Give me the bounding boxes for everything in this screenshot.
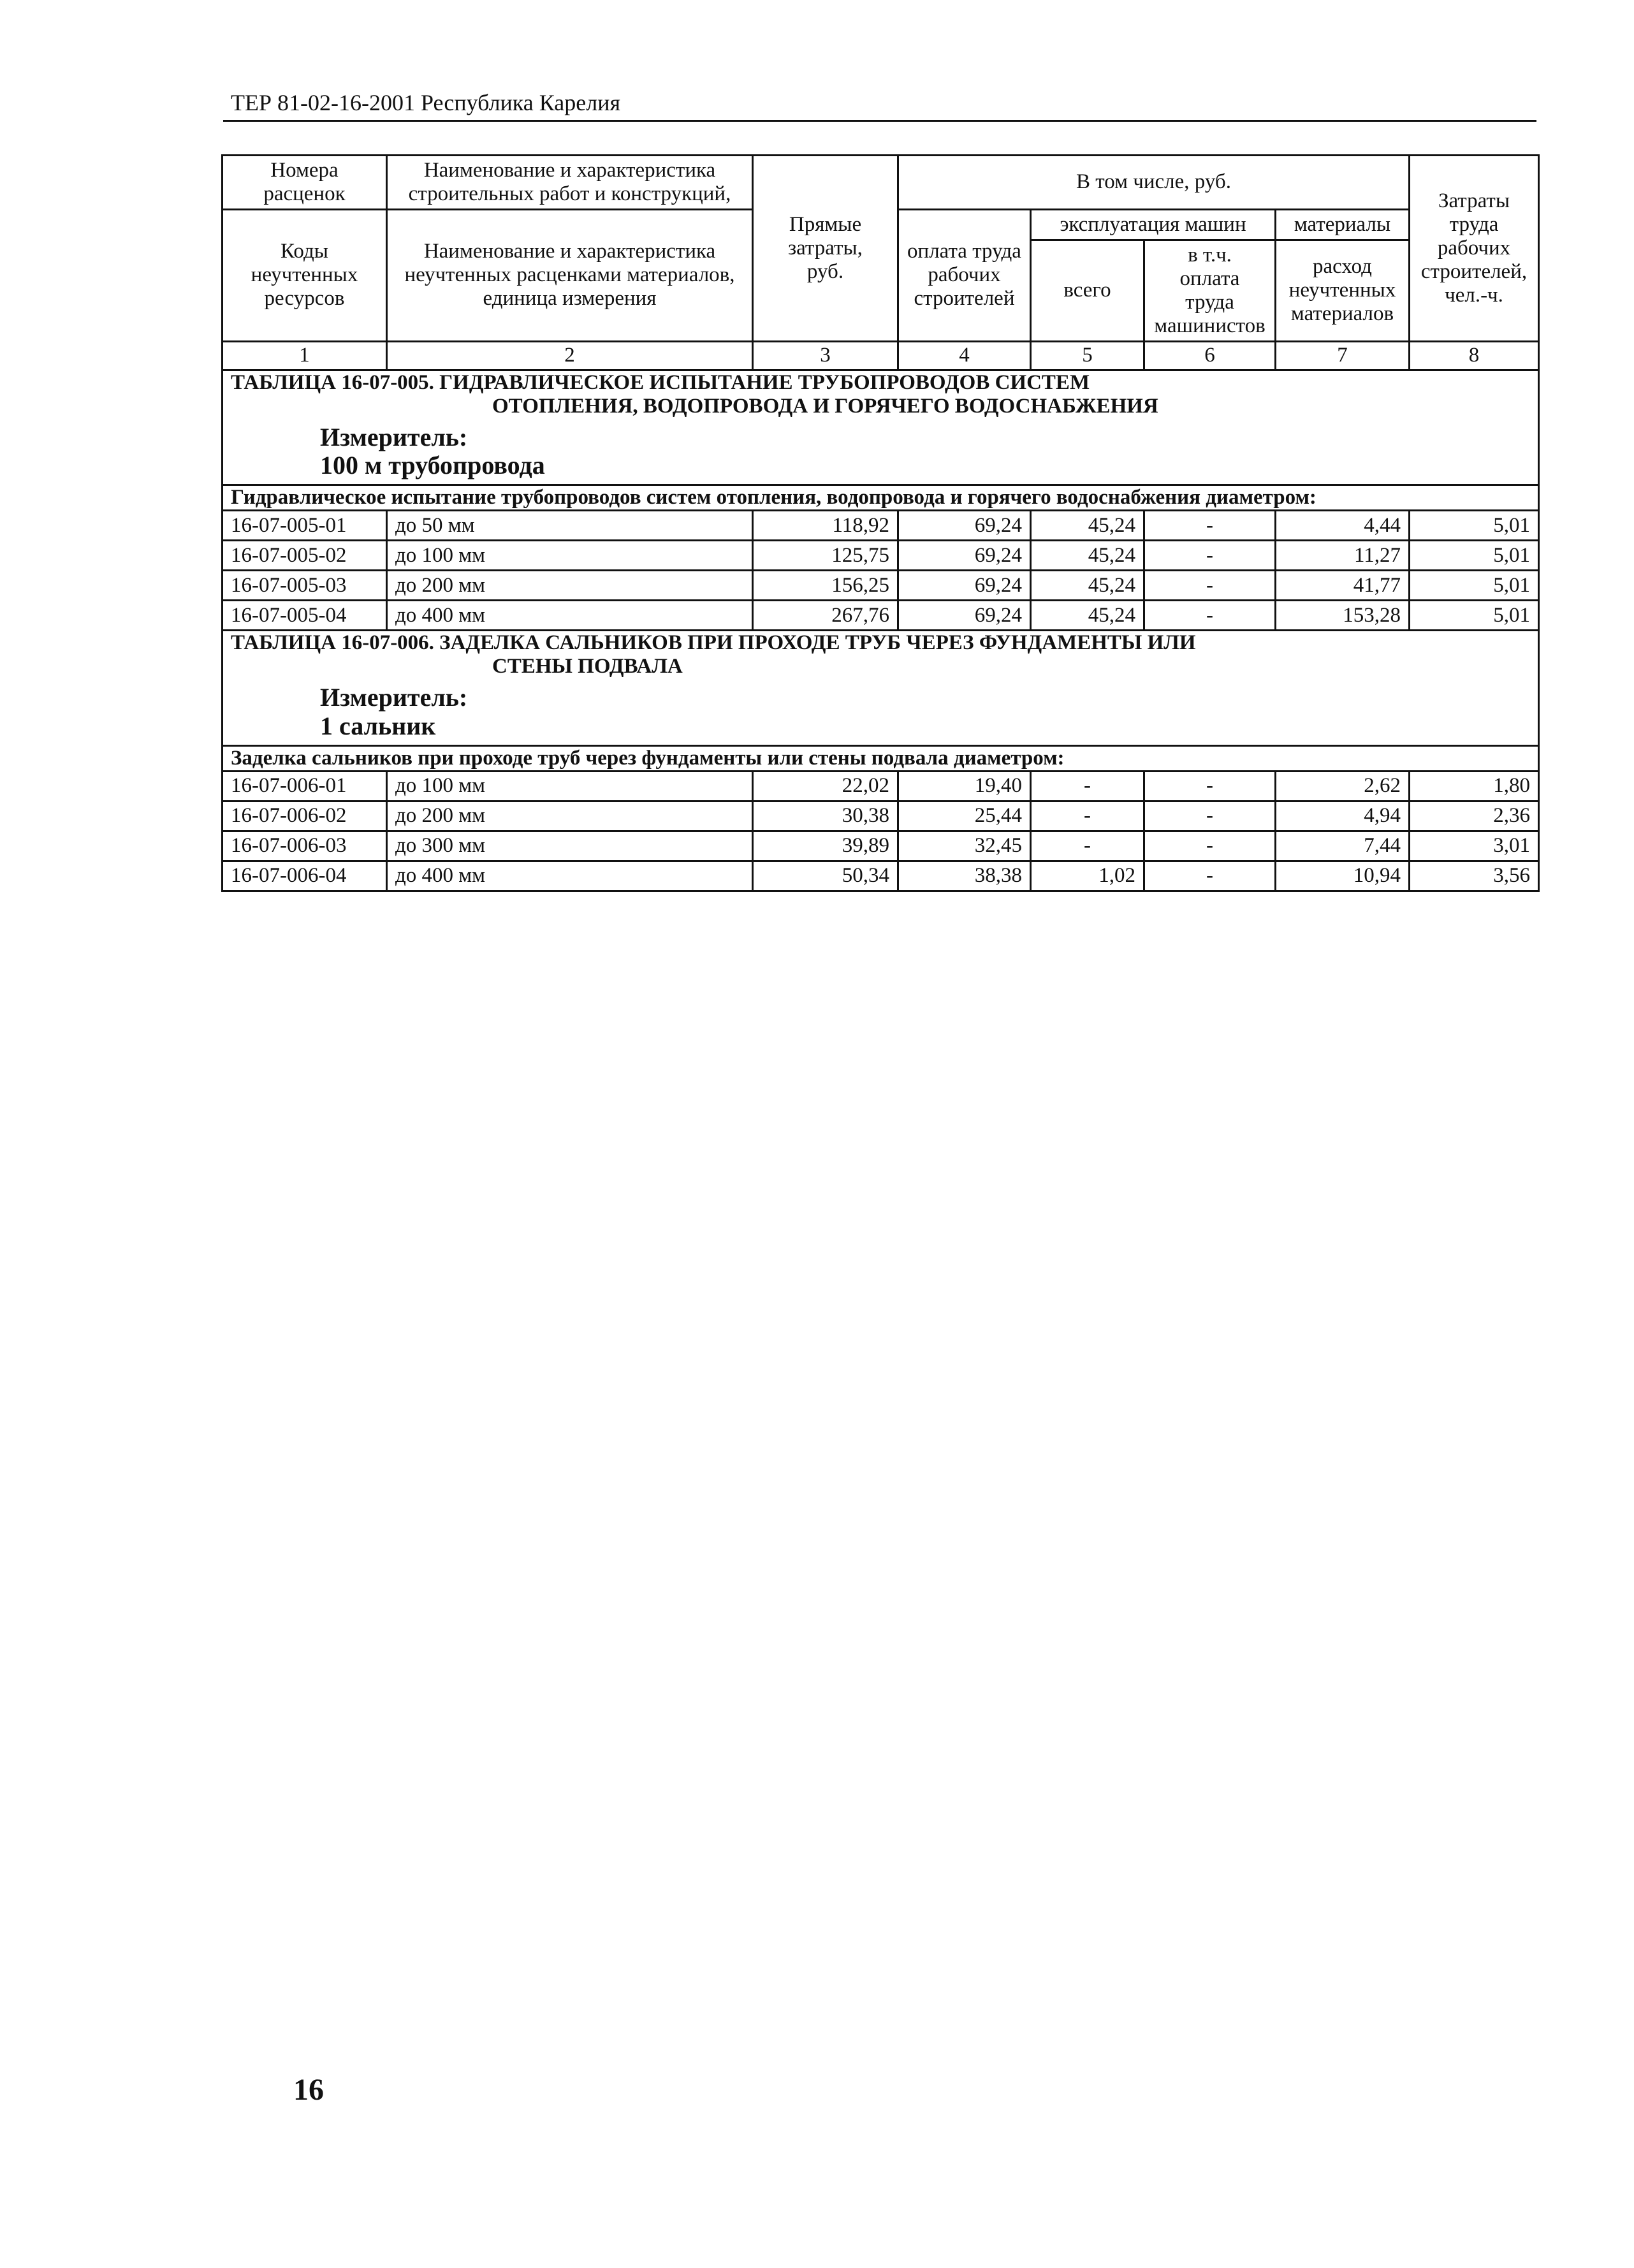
cell-mach: 45,24 bbox=[1031, 571, 1144, 601]
table-row bbox=[222, 861, 1539, 891]
cell-mach: 45,24 bbox=[1031, 511, 1144, 541]
col2-top-header: Наименование и характеристика строительных работ и конструкций, bbox=[387, 156, 753, 210]
col5-header: всего bbox=[1031, 240, 1144, 341]
section-title bbox=[222, 370, 1539, 485]
col2-bottom-header: Наименование и характеристика неучтенных расценками материалов, единица измерения bbox=[387, 209, 753, 341]
table-row bbox=[222, 511, 1539, 541]
section-subtitle: Заделка сальников при проходе труб через фундаменты или стены подвала диаметром: bbox=[222, 745, 1539, 771]
cell-code: 16-07-005-04 bbox=[222, 601, 387, 631]
measure-label: Измеритель: bbox=[320, 683, 468, 712]
cell-name: до 50 мм bbox=[387, 511, 753, 541]
measure-value: 100 м трубопровода bbox=[320, 451, 545, 480]
col8-header: Затраты труда рабочих строителей, чел.-ч. bbox=[1410, 156, 1539, 342]
col7-header: расход неучтенных материалов bbox=[1276, 240, 1410, 341]
cell-name: до 400 мм bbox=[387, 601, 753, 631]
column-number: 5 bbox=[1031, 341, 1144, 370]
cell-labor: 69,24 bbox=[898, 571, 1031, 601]
cell-mat: 7,44 bbox=[1276, 831, 1410, 861]
column-number: 1 bbox=[222, 341, 387, 370]
cell-labor: 38,38 bbox=[898, 861, 1031, 891]
cell-hours: 5,01 bbox=[1410, 571, 1539, 601]
cell-mach-labor: - bbox=[1144, 861, 1276, 891]
section-title-line: ТАБЛИЦА 16-07-005. ГИДРАВЛИЧЕСКОЕ ИСПЫТАНИЕ ТРУБОПРОВОДОВ СИСТЕМ bbox=[231, 370, 1090, 394]
table-row bbox=[222, 831, 1539, 861]
cell-mach-labor: - bbox=[1144, 831, 1276, 861]
cell-name: до 300 мм bbox=[387, 831, 753, 861]
cell-name: до 400 мм bbox=[387, 861, 753, 891]
cell-direct: 118,92 bbox=[753, 511, 898, 541]
cell-name: до 200 мм bbox=[387, 801, 753, 831]
cell-mat: 10,94 bbox=[1276, 861, 1410, 891]
section-title-line: СТЕНЫ ПОДВАЛА bbox=[492, 655, 683, 678]
section-title-row bbox=[222, 631, 1539, 746]
cell-mat: 153,28 bbox=[1276, 601, 1410, 631]
column-number: 7 bbox=[1276, 341, 1410, 370]
cell-mach-labor: - bbox=[1144, 571, 1276, 601]
cell-mach: - bbox=[1031, 801, 1144, 831]
page-number: 16 bbox=[293, 2073, 324, 2107]
cell-code: 16-07-005-03 bbox=[222, 571, 387, 601]
section-title-line: ТАБЛИЦА 16-07-006. ЗАДЕЛКА САЛЬНИКОВ ПРИ ПРОХОДЕ ТРУБ ЧЕРЕЗ ФУНДАМЕНТЫ ИЛИ bbox=[231, 631, 1196, 655]
cell-mach-labor: - bbox=[1144, 601, 1276, 631]
cell-mach-labor: - bbox=[1144, 801, 1276, 831]
cell-direct: 156,25 bbox=[753, 571, 898, 601]
cell-hours: 5,01 bbox=[1410, 511, 1539, 541]
cell-mach-labor: - bbox=[1144, 771, 1276, 801]
cell-direct: 125,75 bbox=[753, 541, 898, 571]
cell-code: 16-07-006-04 bbox=[222, 861, 387, 891]
cell-direct: 267,76 bbox=[753, 601, 898, 631]
cell-hours: 3,01 bbox=[1410, 831, 1539, 861]
cell-labor: 69,24 bbox=[898, 601, 1031, 631]
section-subtitle: Гидравлическое испытание трубопроводов систем отопления, водопровода и горячего водоснабжения диаметром: bbox=[222, 485, 1539, 511]
section-title-line: ОТОПЛЕНИЯ, ВОДОПРОВОДА И ГОРЯЧЕГО ВОДОСНАБЖЕНИЯ bbox=[492, 394, 1158, 418]
cell-mach-labor: - bbox=[1144, 511, 1276, 541]
col6-header: в т.ч. оплата труда машинистов bbox=[1144, 240, 1276, 341]
cell-mat: 2,62 bbox=[1276, 771, 1410, 801]
column-number: 4 bbox=[898, 341, 1031, 370]
subtitle-row bbox=[222, 485, 1539, 511]
cell-code: 16-07-006-01 bbox=[222, 771, 387, 801]
table-row bbox=[222, 541, 1539, 571]
measure-line bbox=[231, 678, 1530, 745]
cell-hours: 3,56 bbox=[1410, 861, 1539, 891]
cell-direct: 30,38 bbox=[753, 801, 898, 831]
col1-bottom-header: Коды неучтенных ресурсов bbox=[222, 209, 387, 341]
cell-code: 16-07-006-02 bbox=[222, 801, 387, 831]
cell-mat: 4,94 bbox=[1276, 801, 1410, 831]
cell-labor: 25,44 bbox=[898, 801, 1031, 831]
cell-name: до 100 мм bbox=[387, 541, 753, 571]
cell-mach: - bbox=[1031, 771, 1144, 801]
col1-top-header: Номера расценок bbox=[222, 156, 387, 210]
table-row bbox=[222, 771, 1539, 801]
table-row bbox=[222, 801, 1539, 831]
machines-header: эксплуатация машин bbox=[1031, 209, 1276, 240]
cell-code: 16-07-006-03 bbox=[222, 831, 387, 861]
cell-mat: 4,44 bbox=[1276, 511, 1410, 541]
table-row bbox=[222, 601, 1539, 631]
col4-header: оплата труда рабочих строителей bbox=[898, 209, 1031, 341]
column-number: 8 bbox=[1410, 341, 1539, 370]
group-header: В том числе, руб. bbox=[898, 156, 1410, 210]
cell-mach: - bbox=[1031, 831, 1144, 861]
cell-code: 16-07-005-01 bbox=[222, 511, 387, 541]
cell-hours: 1,80 bbox=[1410, 771, 1539, 801]
measure-value: 1 сальник bbox=[320, 711, 436, 740]
cell-mach-labor: - bbox=[1144, 541, 1276, 571]
section-title bbox=[222, 631, 1539, 746]
cell-labor: 19,40 bbox=[898, 771, 1031, 801]
cell-hours: 5,01 bbox=[1410, 541, 1539, 571]
cell-mat: 11,27 bbox=[1276, 541, 1410, 571]
cell-hours: 5,01 bbox=[1410, 601, 1539, 631]
header-rule bbox=[223, 120, 1536, 122]
cell-mach: 1,02 bbox=[1031, 861, 1144, 891]
table-row bbox=[222, 571, 1539, 601]
materials-header: материалы bbox=[1276, 209, 1410, 240]
price-table bbox=[221, 154, 1540, 892]
cell-mat: 41,77 bbox=[1276, 571, 1410, 601]
cell-labor: 32,45 bbox=[898, 831, 1031, 861]
column-number: 6 bbox=[1144, 341, 1276, 370]
col3-header: Прямые затраты, руб. bbox=[753, 156, 898, 342]
cell-labor: 69,24 bbox=[898, 541, 1031, 571]
cell-mach: 45,24 bbox=[1031, 541, 1144, 571]
cell-direct: 50,34 bbox=[753, 861, 898, 891]
section-title-row bbox=[222, 370, 1539, 485]
cell-labor: 69,24 bbox=[898, 511, 1031, 541]
cell-name: до 100 мм bbox=[387, 771, 753, 801]
cell-name: до 200 мм bbox=[387, 571, 753, 601]
column-numbers-row bbox=[222, 341, 1539, 370]
measure-label: Измеритель: bbox=[320, 422, 468, 451]
document-header: ТЕР 81-02-16-2001 Республика Карелия bbox=[231, 90, 621, 115]
cell-mach: 45,24 bbox=[1031, 601, 1144, 631]
column-number: 3 bbox=[753, 341, 898, 370]
cell-code: 16-07-005-02 bbox=[222, 541, 387, 571]
cell-hours: 2,36 bbox=[1410, 801, 1539, 831]
cell-direct: 39,89 bbox=[753, 831, 898, 861]
measure-line bbox=[231, 418, 1530, 485]
cell-direct: 22,02 bbox=[753, 771, 898, 801]
column-number: 2 bbox=[387, 341, 753, 370]
subtitle-row bbox=[222, 745, 1539, 771]
